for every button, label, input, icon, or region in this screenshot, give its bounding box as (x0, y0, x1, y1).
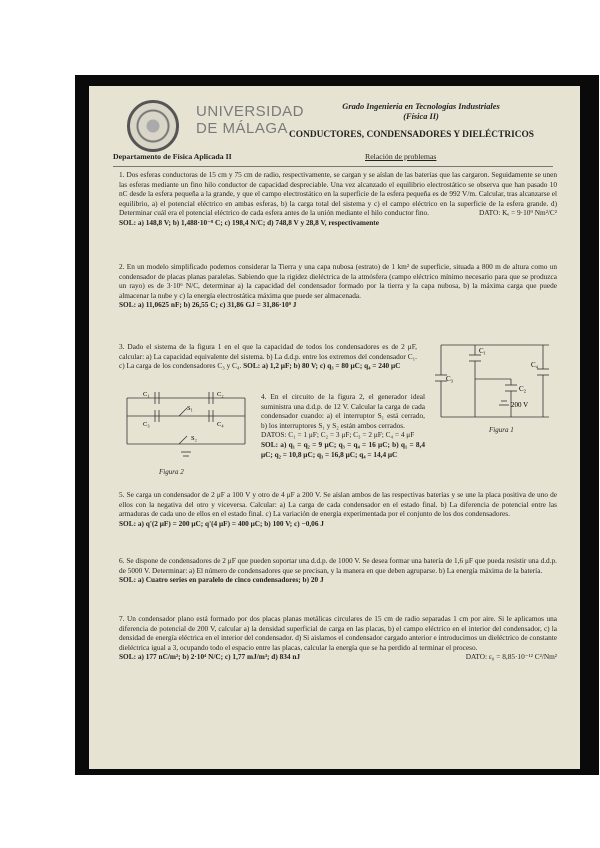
document-page (89, 86, 580, 769)
fig1-label-c2: C₂ (519, 385, 527, 393)
figure-2-caption: Figura 2 (159, 468, 184, 476)
sheet-title: CONDUCTORES, CONDENSADORES Y DIELÉCTRICOS (289, 130, 535, 140)
fig2-label-c4: C₄ (217, 421, 224, 428)
problem-3-solution: SOL: a) 1,2 μF; b) 80 V; c) q₃ = 80 μC; q₄ = 240 μC (243, 361, 401, 371)
problem-2-solution: SOL: a) 11,0625 nF; b) 26,55 C; c) 31,86 GJ = 31,86·10⁹ J (119, 300, 297, 310)
degree-line1: Grado Ingeniería en Tecnologías Industriales (342, 102, 500, 111)
problem-1 (119, 170, 557, 228)
fig1-label-c3: C₃ (446, 375, 454, 383)
university-name-line1: UNIVERSIDAD (196, 103, 305, 120)
university-seal-icon (127, 100, 179, 152)
problem-6 (119, 556, 557, 585)
fig2-label-c3: C₃ (143, 421, 150, 428)
problem-7-data: DATO: ε₀ = 8,85·10⁻¹² C²/Nm² (465, 652, 557, 662)
problem-2 (119, 262, 557, 310)
university-name-line2: DE MÁLAGA (196, 120, 289, 137)
department-name: Departamento de Física Aplicada II (113, 152, 232, 161)
problem-3-text: 3. Dado el sistema de la figura 1 en el que la capacidad de todos los condensadores es de 2 μF, calcular: a) La capacidad equivalente del sistema. b) La d.d.p. entre los extremos del condensador C₁. c) La carga de los condensadores C₃ y C₄. (119, 342, 417, 371)
problem-7-text: 7. Un condensador plano está formado por dos placas planas metálicas circulares de 15 cm de radio separadas 1 cm por aire. Si le aplicamos una diferencia de potencial de 200 V, calcular a) la densidad superficial de carga en las placas, b) el campo eléctrico en el interior del condensador, c) la densidad de energía eléctrica en el interior del condensador. d) Si aislamos el condensador cargado anterior e introducimos un dieléctrico de constante dieléctrica igual a 3, ocupando todo el espacio entre las placas, calcular la energía que se ha perdido al terminar el proceso. (119, 614, 557, 652)
problem-5-solution: SOL: a) q'(2 μF) = 200 μC; q'(4 μF) = 400 μC; b) 100 V; c) −0,06 J (119, 518, 324, 528)
degree-heading (321, 102, 521, 122)
figure-1-caption: Figura 1 (489, 426, 514, 434)
problem-4-solution: SOL: a) q₁ = q₂ = 9 μC; q₃ = q₄ = 16 μC; b) q₁ = 8,4 μC; q₂ = 10,8 μC; q₃ = 16,8 μC; q₄ = 14,4 μC (261, 439, 425, 459)
problem-5-text: 5. Se carga un condensador de 2 μF a 100 V y otro de 4 μF a 200 V. Se aíslan ambos de las respectivas baterías y se une la placa positiva de uno de ellos con la negativa del otro y viceversa. Calcular: a) La carga de cada condensador en el estado final. b) La diferencia de potencial entre las armaduras de cada uno de ellos en el estado final. c) La variación de energía experimentada por el conjunto de los dos condensadores. (119, 490, 557, 519)
figure-1-circuit (431, 339, 553, 425)
problem-7 (119, 614, 557, 662)
fig2-label-s1: S₁ (187, 405, 193, 412)
problem-4-text: 4. En el circuito de la figura 2, el generador ideal suministra una d.d.p. de 12 V. Calcular la carga de cada condensador cuando: a) el interruptor S₁ está cerrado, b) los interruptores S₁ y S₂ están ambos cerrados. (261, 392, 425, 430)
problem-4 (261, 392, 425, 459)
sheet-subtitle: Relación de problemas (365, 152, 437, 161)
problem-3 (119, 342, 417, 371)
fig2-label-c1: C₁ (143, 391, 150, 398)
fig2-label-s2: S₂ (191, 435, 197, 442)
problem-6-solution: SOL: a) Cuatro series en paralelo de cinco condensadores; b) 20 J (119, 575, 324, 585)
problem-4-data: DATOS: C₁ = 1 μF; C₂ = 3 μF; C₃ = 2 μF; C₄ = 4 μF (261, 430, 415, 440)
fig1-label-voltage: 200 V (511, 401, 529, 409)
fig1-label-c1: C₁ (479, 347, 487, 355)
fig1-label-c4: C₄ (531, 361, 539, 369)
problem-2-text: 2. En un modelo simplificado podemos considerar la Tierra y una capa nubosa (estrato) de 1 km² de superficie, situada a 800 m de altura como un condensador de placas planas paralelas. Sabiendo que la rigidez dieléctrica de la atmósfera (campo eléctrico mínimo necesario para que se produzca un rayo) es de 3·10⁶ N/C, determinar a) la capacidad del condensador formado por la tierra y la capa nubosa, b) la máxima carga que puede almacenar la nube y c) la energía electrostática máxima que puede ser almacenada. (119, 262, 557, 300)
degree-line2: (Física II) (403, 112, 439, 121)
problem-1-data: DATO: Kₑ = 9·10⁹ Nm²/C² (478, 208, 557, 218)
problem-7-solution: SOL: a) 177 nC/m²; b) 2·10⁴ N/C; c) 1,77 mJ/m³; d) 834 nJ (119, 652, 301, 662)
problem-1-text: 1. Dos esferas conductoras de 15 cm y 75 cm de radio, respectivamente, se cargan y se aíslan de las baterías que las cargaron. Seguidamente se unen las esferas mediante un fino hilo conductor de capacidad despreciable. Una vez alcanzado el equilibrio electrostático se observa que han pasado 10 nC desde la esfera pequeña a la grande, y que el campo electrostático en la superficie de la esfera pequeña es de 992 V/m. Calcular, tras alcanzarse el equilibrio, a) el potencial eléctrico en ambas esferas, b) la carga total del sistema y c) el campo eléctrico en la superficie de la esfera grande. d) Determinar cuál era el potencial eléctrico de cada esfera antes de la unión mediante el hilo conductor fino. (119, 170, 557, 218)
problem-1-solution: SOL: a) 148,8 V; b) 1,488·10⁻⁸ C; c) 198,4 N/C; d) 748,8 V y 28,8 V, respectivamente (119, 217, 379, 227)
problem-5 (119, 490, 557, 528)
fig2-label-c2: C₂ (217, 391, 224, 398)
header-divider (113, 166, 553, 167)
figure-2-circuit (121, 388, 251, 472)
problem-6-text: 6. Se dispone de condensadores de 2 μF que pueden soportar una d.d.p. de 1000 V. Se desea formar una batería de 1,6 μF que pueda resistir una d.d.p. de 5000 V. Determinar: a) El número de condensadores que se precisan, y la manera en que deben agruparse. b) La energía máxima de la batería. (119, 556, 557, 575)
